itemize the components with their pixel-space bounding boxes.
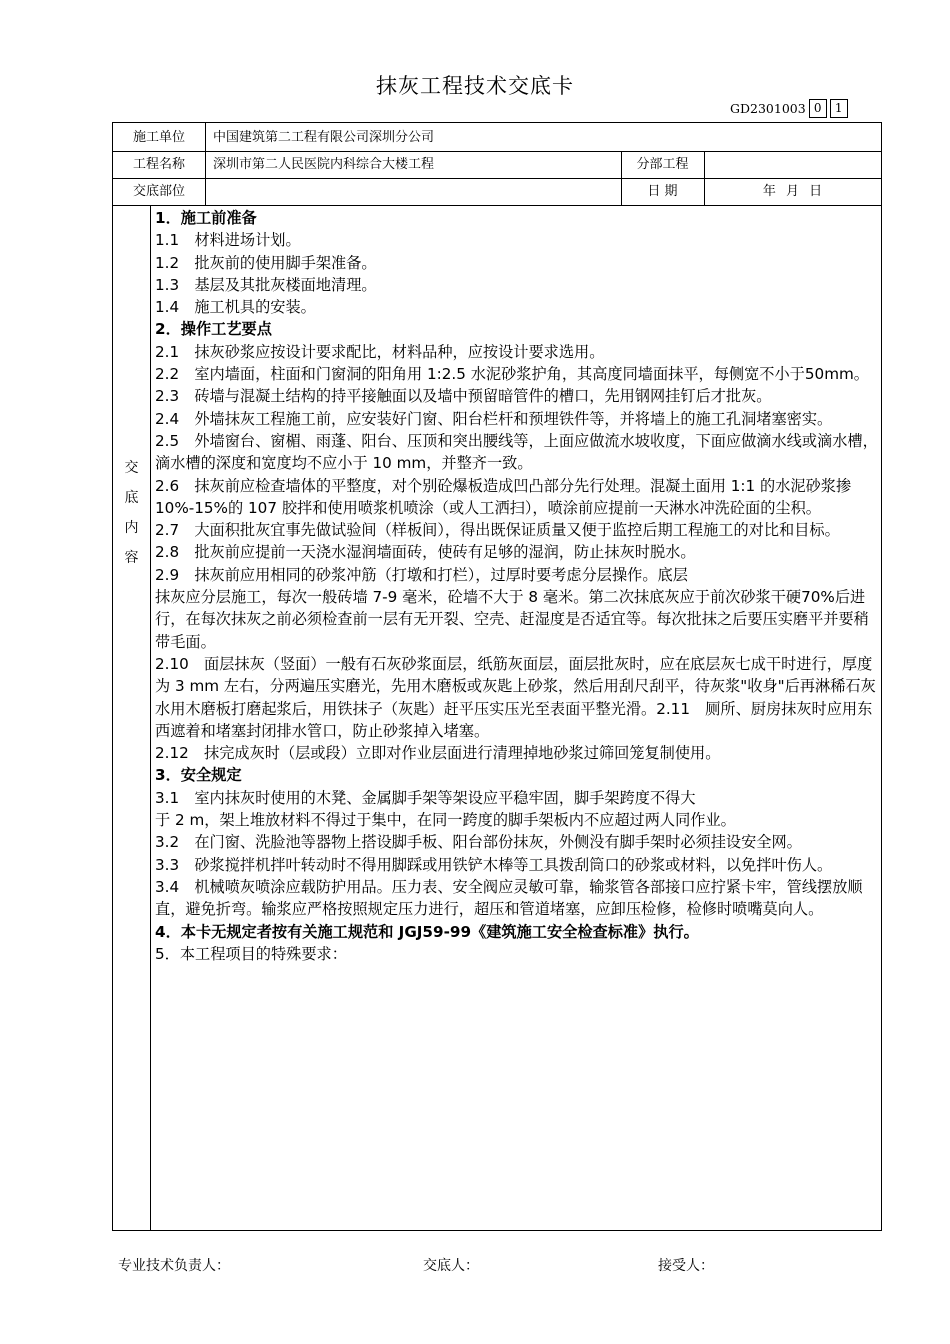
content-line: 2.1 抹灰砂浆应按设计要求配比，材料品种，应按设计要求选用。: [155, 342, 605, 361]
section-heading: 1．施工前准备: [155, 209, 257, 227]
unit-label: 施工单位: [132, 130, 185, 145]
content-label-char: 容: [124, 550, 139, 566]
content-label: [113, 453, 150, 573]
content-line: 2.4 外墙抹灰工程施工前，应安装好门窗、阳台栏杆和预埋铁件等，并将墙上的施工孔洞堵塞密实。: [155, 409, 833, 428]
content-line: 2.3 砖墙与混凝土结构的持平接触面以及墙中预留暗管件的槽口，先用钢网挂钉后才批灰。: [155, 387, 772, 406]
date-label: 日 期: [647, 184, 678, 199]
content-line: 2.2 室内墙面，柱面和门窗洞的阳角用 1:2.5 水泥砂浆护角，其高度同墙面抹平，每侧宽不小于50mm。: [155, 365, 869, 384]
location-label: 交底部位: [132, 184, 185, 199]
discloser-signature: 交底人：: [423, 1258, 479, 1274]
content-line: 1.4 施工机具的安装。: [155, 298, 316, 317]
content-label-char: 底: [124, 490, 139, 506]
code-box: 1: [830, 99, 848, 118]
disclosure-table: [112, 122, 882, 1231]
content-line: 于 2 m，架上堆放材料不得过于集中，在同一跨度的脚手架板内不应超过两人同作业。: [155, 811, 736, 830]
section-heading: 2．操作工艺要点: [155, 320, 272, 339]
content-line: 2.8 批灰前应提前一天浇水湿润墙面砖，使砖有足够的湿润，防止抹灰时脱水。: [155, 543, 696, 562]
col-divider: [205, 123, 206, 205]
section-heading: 3．安全规定: [155, 766, 242, 785]
content-line: 1.3 基层及其批灰楼面地清理。: [155, 275, 377, 294]
unit-value: 中国建筑第二工程有限公司深圳分公司: [213, 130, 435, 145]
content-line: 5．本工程项目的特殊要求：: [155, 944, 347, 963]
content-label-char: 交: [124, 460, 139, 476]
content-line: 2.7 大面积批灰宜事先做试验间（样板间），得出既保证质量又便于监控后期工程施工的对比和目标。: [155, 521, 840, 540]
content-line: 3.4 机械喷灰喷涂应载防护用品。压力表、安全阀应灵敏可靠，输浆管各部接口应拧紧卡牢，管线摆放顺直，避免折弯。输浆应严格按照规定压力进行，超压和管道堵塞，应卸压检修，检修时喷嘴莫向人。: [155, 877, 863, 919]
doc-code: GD2301003: [730, 100, 806, 116]
doc-code-area: [730, 97, 848, 119]
col-divider: [150, 205, 151, 1230]
content-line: 2.6 抹灰前应检查墙体的平整度，对个别砼爆板造成凹凸部分先行处理。混凝土面用 1:1 的水泥砂浆掺 10%-15%的 107 胶拌和使用喷浆机喷涂（或人工洒扫），喷涂前应提前一天淋水冲洗砼面的尘积。: [155, 476, 852, 517]
content-line: 2.10 面层抹灰（竖面）一般有石灰砂浆面层，纸筋灰面层，面层批灰时，应在底层灰七成干时进行，厚度为 3 mm 左右，分两遍压实磨光，先用木磨板或灰匙上砂浆，然后用刮尺刮平，待灰浆"收身"后再淋稀石灰水用木磨板打磨起浆后，用铁抹子（灰匙）赶平压实压光至表面平整光滑。2.11 厕所、厨房抹灰时应用东西遮着和堵塞封闭排水管口，防止砂浆掉入堵塞。: [155, 654, 876, 740]
section-heading: 4．本卡无规定者按有关施工规范和 JGJ59-99《建筑施工安全检查标准》执行。: [155, 922, 699, 941]
content-line: 3.3 砂浆搅拌机拌叶转动时不得用脚踩或用铁铲木棒等工具拨刮筒口的砂浆或材料，以免拌叶伤人。: [155, 855, 833, 874]
code-box: 0: [809, 99, 827, 118]
content-line: 2.12 抹完成灰时（层或段）立即对作业层面进行清理掉地砂浆过筛回笼复制使用。: [155, 744, 721, 763]
tech-lead-signature: 专业技术负责人：: [118, 1258, 230, 1274]
page-title: 抹灰工程技术交底卡: [376, 74, 574, 98]
content-line: 抹灰应分层施工，每次一般砖墙 7-9 毫米，砼墙不大于 8 毫米。第二次抹底灰应于前次砂浆干硬70%后进行，在每次抹灰之前必须检查前一层有无开裂、空壳、赶湿度是否适宜等。每次批抹之后要压实磨平并要稍带毛面。: [155, 588, 869, 651]
subproject-label: 分部工程: [636, 157, 689, 172]
content-line: 3.1 室内抹灰时使用的木凳、金属脚手架等架设应平稳牢固，脚手架跨度不得大: [155, 788, 696, 807]
content-line: 2.5 外墙窗台、窗楣、雨蓬、阳台、压顶和突出腰线等，上面应做流水坡收度，下面应做滴水线或滴水槽，滴水槽的深度和宽度均不应小于 10 mm，并整齐一致。: [155, 431, 878, 473]
date-value: 年 月 日: [762, 184, 823, 199]
row-divider: [113, 205, 881, 206]
disclosure-content: [155, 207, 879, 965]
content-line: 1.2 批灰前的使用脚手架准备。: [155, 253, 377, 272]
receiver-signature: 接受人：: [658, 1258, 714, 1274]
project-label: 工程名称: [132, 157, 185, 172]
project-value: 深圳市第二人民医院内科综合大楼工程: [213, 157, 435, 172]
content-line: 3.2 在门窗、洗脸池等器物上搭设脚手板、阳台部份抹灰，外侧没有脚手架时必须挂设安全网。: [155, 833, 802, 852]
content-line: 1.1 材料进场计划。: [155, 231, 301, 250]
content-label-char: 内: [124, 520, 139, 536]
content-line: 2.9 抹灰前应用相同的砂浆冲筋（打墩和打栏），过厚时要考虑分层操作。底层: [155, 565, 688, 584]
